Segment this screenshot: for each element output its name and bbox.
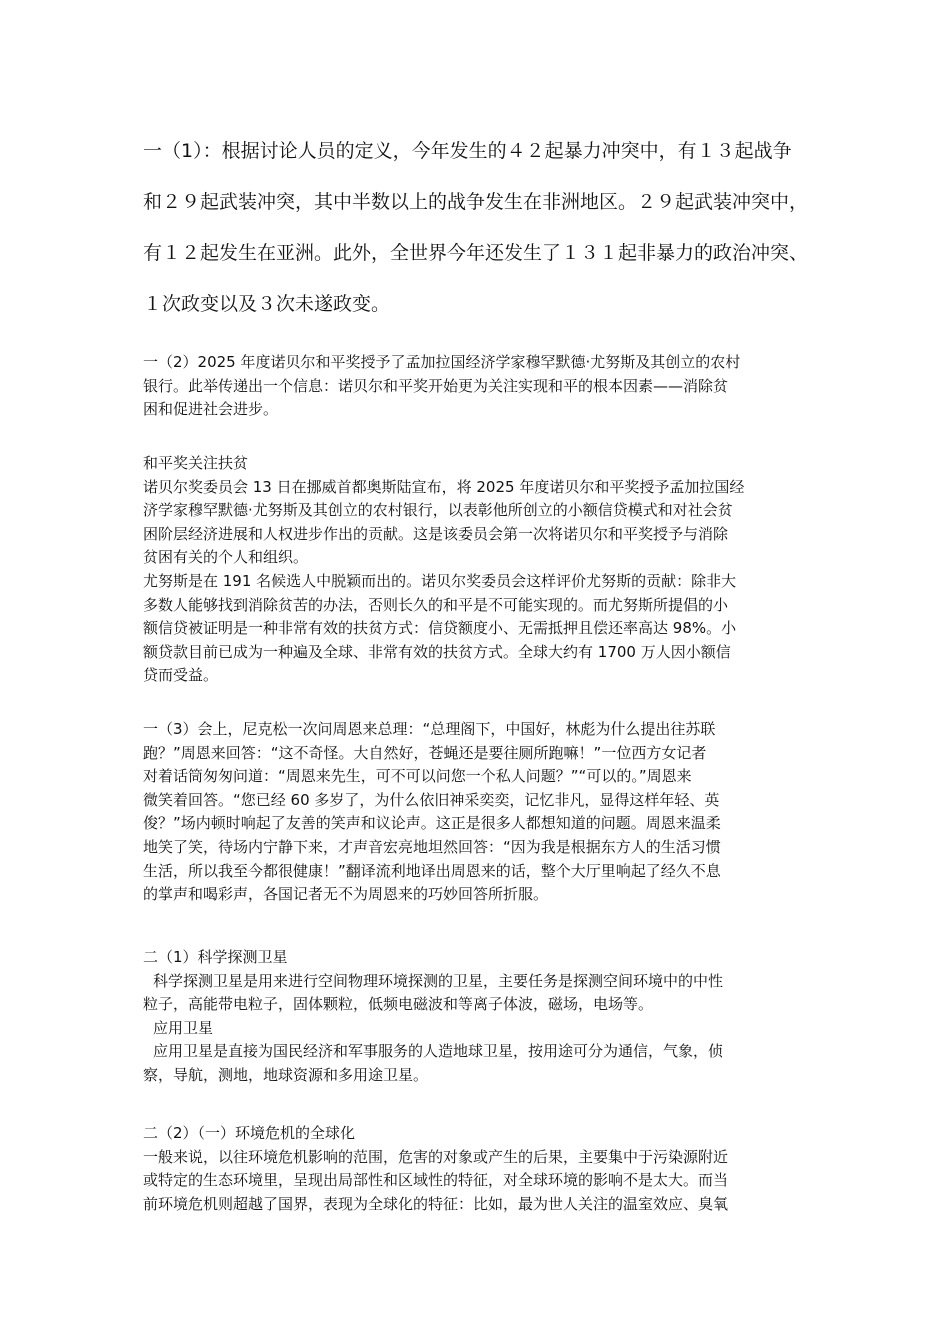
subsection-heading: 应用卫星: [153, 1018, 214, 1037]
text-line: 贷而受益。: [143, 666, 219, 685]
text-line: 应用卫星是直接为国民经济和军事服务的人造地球卫星，按用途可分为通信，气象，侦: [153, 1042, 724, 1061]
text-line: 微笑着回答。“您已经 60 多岁了，为什么依旧神采奕奕，记忆非凡，显得这样年轻、英: [143, 790, 720, 809]
text-line: 的掌声和喝彩声，各国记者无不为周恩来的巧妙回答所折服。: [143, 885, 549, 904]
text-line: 困和促进社会进步。: [143, 400, 279, 419]
text-line: 生活，所以我至今都很健康！”翻译流利地译出周恩来的话，整个大厅里响起了经久不息: [143, 861, 721, 880]
section-heading: 和平奖关注扶贫: [143, 454, 249, 472]
text-line: 科学探测卫星是用来进行空间物理环境探测的卫星，主要任务是探测空间环境中的中性: [153, 971, 724, 990]
text-line: 察，导航，测地，地球资源和多用途卫星。: [143, 1065, 429, 1084]
text-line: 额信贷被证明是一种非常有效的扶贫方式：信贷额度小、无需抵押且偿还率高达 98%。小: [143, 619, 737, 638]
text-line: 一（1）：根据讨论人员的定义，今年发生的４２起暴力冲突中，有１３起战争: [143, 140, 792, 162]
text-line: 诺贝尔奖委员会 13 日在挪威首都奥斯陆宣布，将 2025 年度诺贝尔和平奖授予孟加拉国经: [143, 477, 745, 496]
text-line: 一（3）会上，尼克松一次问周恩来总理：“总理阁下，中国好，林彪为什么提出往苏联: [143, 720, 716, 738]
paragraph-zhou-enlai: [143, 718, 808, 907]
text-line: 济学家穆罕默德·尤努斯及其创立的农村银行，以表彰他所创立的小额信贷模式和对社会贫: [143, 501, 733, 520]
text-line: 前环境危机则超越了国界，表现为全球化的特征：比如，最为世人关注的温室效应、臭氧: [143, 1194, 729, 1213]
text-line: 困阶层经济进展和人权进步作出的贡献。这是该委员会第一次将诺贝尔和平奖授予与消除: [143, 524, 729, 543]
text-line: 一（2）2025 年度诺贝尔和平奖授予了孟加拉国经济学家穆罕默德·尤努斯及其创立的农村: [143, 353, 741, 371]
text-line: 多数人能够找到消除贫苦的办法，否则长久的和平是不可能实现的。而尤努斯所提倡的小: [143, 595, 729, 614]
paragraph-satellites: [143, 946, 808, 1088]
paragraph-peace-prize: [143, 452, 808, 688]
text-line: 有１２起发生在亚洲。此外，全世界今年还发生了１３１起非暴力的政治冲突、: [143, 242, 809, 264]
text-line: 俊？”场内顿时响起了友善的笑声和议论声。这正是很多人都想知道的问题。周恩来温柔: [143, 814, 721, 833]
text-line: 额贷款目前已成为一种遍及全球、非常有效的扶贫方式。全球大约有 1700 万人因小额信: [143, 642, 731, 661]
text-line: 跑？”周恩来回答：“这不奇怪。大自然好，苍蝇还是要往厕所跑嘛！”一位西方女记者: [143, 743, 707, 762]
paragraph-environment: [143, 1122, 808, 1216]
text-line: 尤努斯是在 191 名候选人中脱颖而出的。诺贝尔奖委员会这样评价尤努斯的贡献：除非大: [143, 571, 737, 590]
text-line: 对着话筒匆匆问道：“周恩来先生，可不可以问您一个私人问题？”“可以的。”周恩来: [143, 767, 692, 786]
text-line: 或特定的生态环境里，呈现出局部性和区域性的特征，对全球环境的影响不是太大。而当: [143, 1171, 729, 1190]
text-line: 和２９起武装冲突，其中半数以上的战争发生在非洲地区。２９起武装冲突中，: [143, 191, 809, 213]
paragraph-nobel-intro: [143, 351, 808, 422]
paragraph-conflicts: [143, 126, 818, 330]
text-line: 贫困有关的个人和组织。: [143, 548, 309, 567]
section-heading: 二（1）科学探测卫星: [143, 948, 288, 966]
text-line: 地笑了笑，待场内宁静下来，才声音宏亮地坦然回答：“因为我是根据东方人的生活习惯: [143, 837, 721, 856]
text-line: １次政变以及３次未遂政变。: [143, 293, 391, 315]
text-line: 一般来说，以往环境危机影响的范围，危害的对象或产生的后果，主要集中于污染源附近: [143, 1147, 729, 1166]
text-line: 粒子，高能带电粒子，固体颗粒，低频电磁波和等离子体波，磁场，电场等。: [143, 995, 654, 1014]
text-line: 银行。此举传递出一个信息：诺贝尔和平奖开始更为关注实现和平的根本因素——消除贫: [143, 376, 729, 395]
section-heading: 二（2）（一）环境危机的全球化: [143, 1124, 356, 1142]
